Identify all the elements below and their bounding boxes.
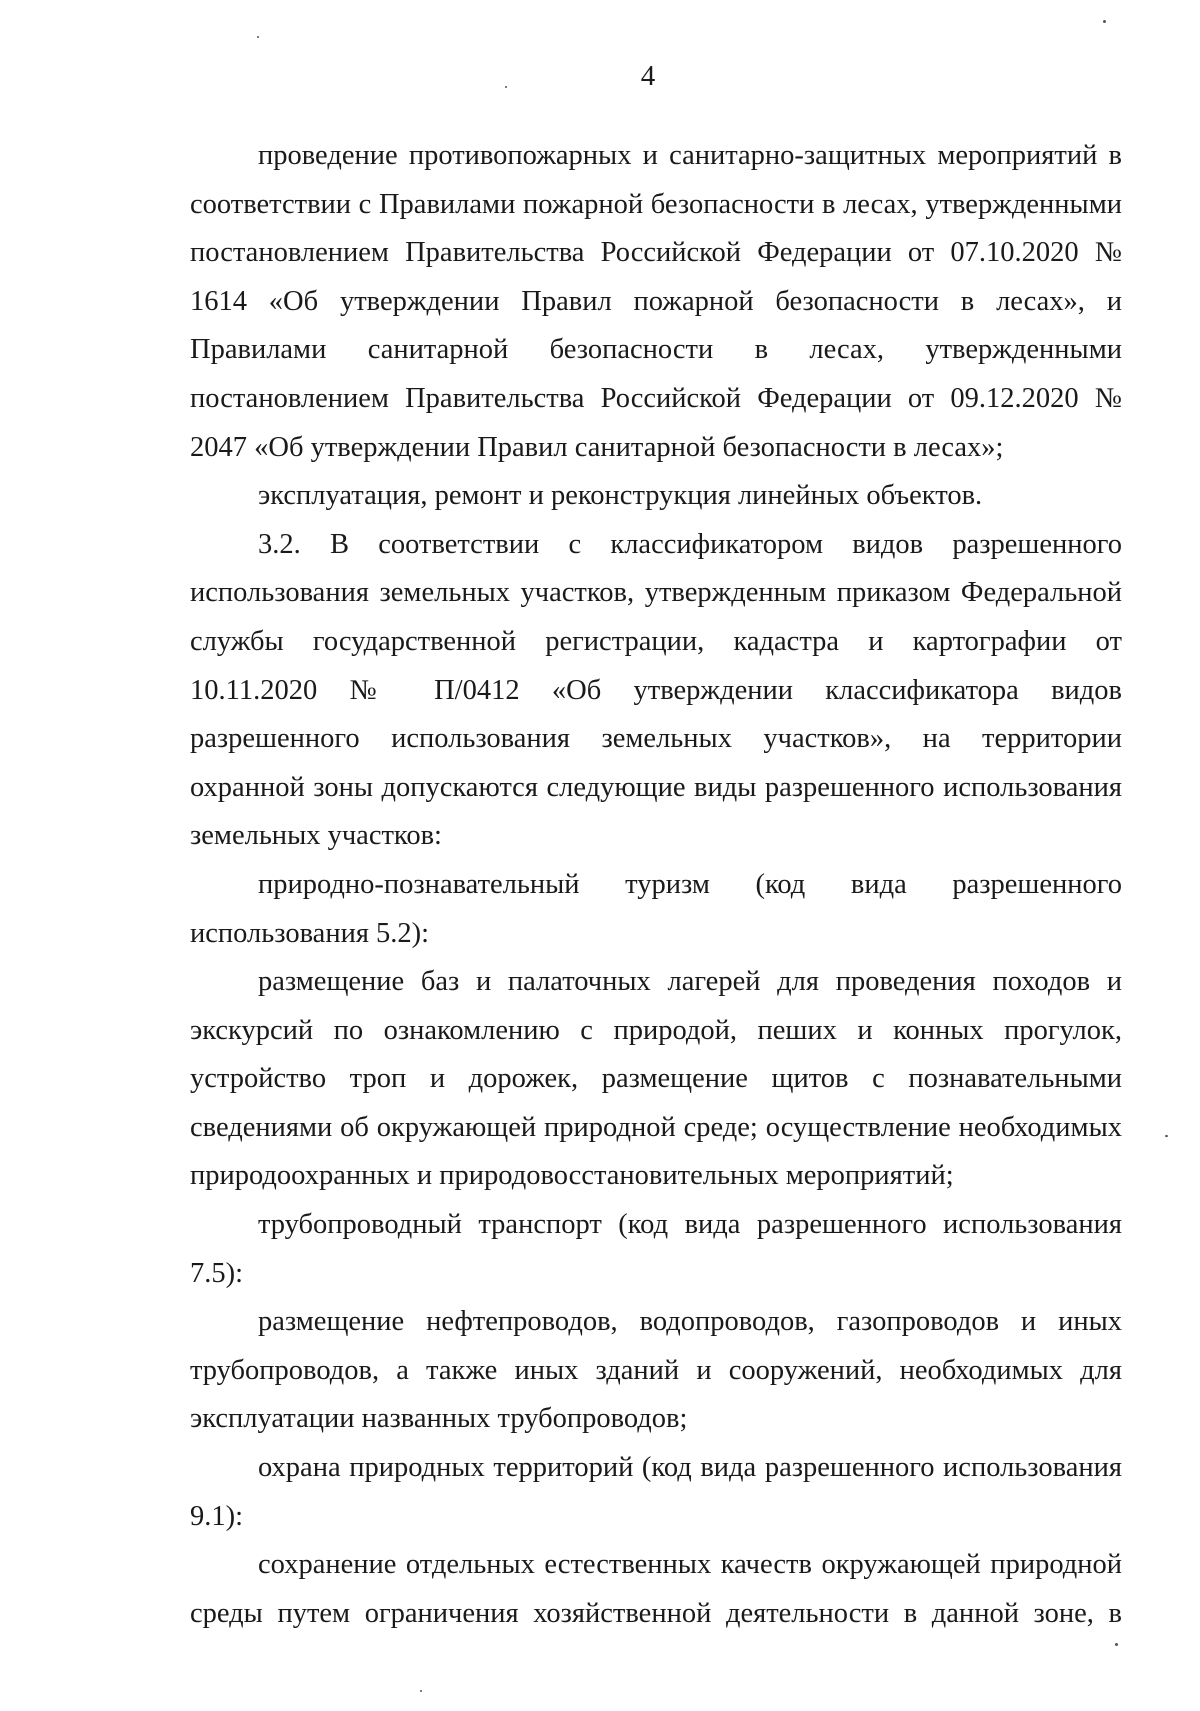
paragraph-tourism-description: размещение баз и палаточных лагерей для проведения походов и экскурсий по ознакомлению с природой, пеших и конных прогулок, устройство троп и дорожек, размещение щитов с познавательными сведениями об окружающей природной среде; осуществление необходимых природоохранных и природовосстановительных мероприятий;	[190, 966, 1122, 1192]
document-body	[190, 132, 1122, 1638]
paragraph-fire-safety: проведение противопожарных и санитарно-защитных мероприятий в соответствии с Правилами пожарной безопасности в лесах, утвержденными постановлением Правительства Российской Федерации от 07.10.2020 № 1614 «Об утверждении Правил пожарной безопасности в лесах», и Правилами санитарной безопасности в лесах, утвержденными постановлением Правительства Российской Федерации от 09.12.2020 № 2047 «Об утверждении Правил санитарной безопасности в лесах»;	[190, 140, 1122, 463]
scan-speck	[420, 1690, 422, 1692]
paragraph-nature-protection-heading: охрана природных территорий (код вида разрешенного использования 9.1):	[190, 1452, 1122, 1532]
scan-speck	[1165, 1135, 1168, 1137]
paragraph-tourism-heading: природно-познавательный туризм (код вида разрешенного использования 5.2):	[190, 868, 1122, 949]
paragraph-linear-objects: эксплуатация, ремонт и реконструкция линейных объектов.	[258, 480, 983, 512]
scan-speck	[1103, 20, 1106, 23]
paragraph-pipeline-description: размещение нефтепроводов, водопроводов, газопроводов и иных трубопроводов, а также иных зданий и сооружений, необходимых для эксплуатации названных трубопроводов;	[190, 1306, 1122, 1435]
paragraph-section-3-2: 3.2. В соответствии с классификатором видов разрешенного использования земельных участков, утвержденным приказом Федеральной службы государственной регистрации, кадастра и картографии от 10.11.2020 № П/0412 «Об утверждении классификатора видов разрешенного использования земельных участков», на территории охранной зоны допускаются следующие виды разрешенного использования земельных участков:	[190, 528, 1122, 852]
scan-speck	[257, 36, 259, 38]
page-number: 4	[640, 60, 656, 92]
paragraph-nature-protection-description: сохранение отдельных естественных качеств окружающей природной среды путем ограничения хозяйственной деятельности в данной зоне, в	[190, 1549, 1122, 1629]
scan-speck	[505, 86, 507, 88]
scan-speck	[1115, 1643, 1118, 1646]
paragraph-pipeline-heading: трубопроводный транспорт (код вида разрешенного использования 7.5):	[190, 1209, 1122, 1289]
